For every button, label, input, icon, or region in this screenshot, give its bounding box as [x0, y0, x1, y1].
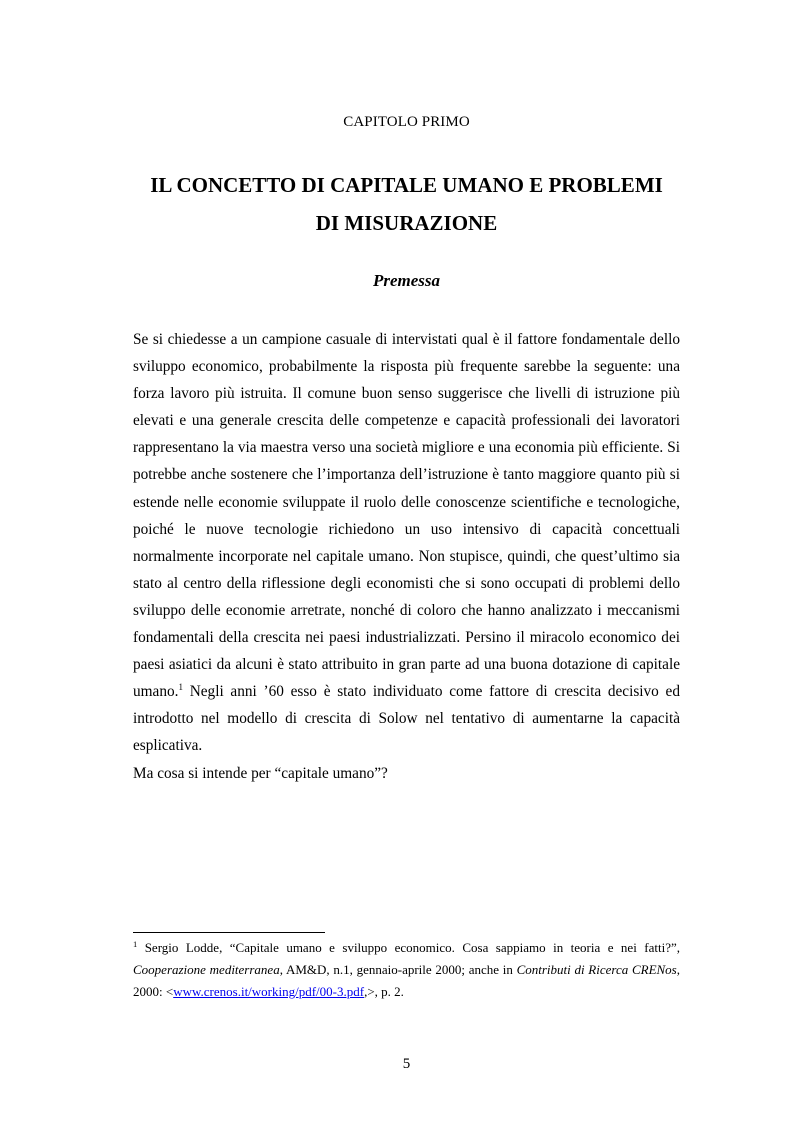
paragraph-1-text: Se si chiedesse a un campione casuale di intervistati qual è il fattore fondamentale dello sviluppo economico, probabilmente la risposta più frequente sarebbe la seguente: una forza lavoro più istruita. Il comune buon senso suggerisce che livelli di istruzione più elevati e una generale crescita delle competenze e capacità professionali dei lavoratori rappresentano la via maestra verso una società migliore e una economia più efficiente. Si potrebbe anche sostenere che l’importanza dell’istruzione è tanto maggiore quanto più si estende nelle economie sviluppate il ruolo delle conoscenze scientifiche e tecnologiche, poiché le nuove tecnologie richiedono un uso intensivo di capacità concettuali normalmente incorporate nel capitale umano. Non stupisce, quindi, che quest’ultimo sia stato al centro della riflessione degli economisti che si sono occupati di problemi dello sviluppo delle economie arretrate, nonché di coloro che hanno analizzato i meccanismi fondamentali della crescita nei paesi industrializzati. Persino il miracolo economico dei paesi asiatici da alcuni è stato attribuito in gran parte ad una buona dotazione di capitale umano.	[133, 331, 680, 701]
footnote-journal: Cooperazione mediterranea	[133, 962, 280, 977]
footnote-marker: 1	[133, 939, 138, 949]
chapter-label: CAPITOLO PRIMO	[343, 114, 470, 130]
footnote-separator	[133, 932, 325, 933]
paragraph-2: Ma cosa si intende per “capitale umano”?	[133, 764, 388, 782]
footnote-text-part-3: , 2000: <	[133, 962, 680, 999]
body-text	[133, 326, 680, 787]
footnote-reference-1[interactable]: 1	[178, 682, 183, 693]
section-title: Premessa	[372, 271, 441, 290]
footnote-text-part-1: Sergio Lodde, “Capitale umano e sviluppo economico. Cosa sappiamo in teoria e nei fatti?”,	[137, 940, 680, 955]
footnote-text-part-2: , AM&D, n.1, gennaio-aprile 2000; anche in	[279, 962, 517, 977]
footnote-text-part-4: ,>, p. 2.	[364, 984, 404, 999]
footnote-series: Contributi di Ricerca CRENos	[516, 962, 677, 977]
paragraph-1-continuation: Negli anni ’60 esso è stato individuato come fattore di crescita decisivo ed introdotto nel modello di crescita di Solow nel tentativo di aumentarne la capacità esplicativa.	[133, 683, 680, 755]
footnote-link[interactable]: www.crenos.it/working/pdf/00-3.pdf	[173, 984, 365, 999]
page-number: 5	[402, 1056, 411, 1072]
paragraph-1	[133, 326, 680, 760]
chapter-title-line-1: IL CONCETTO DI CAPITALE UMANO E PROBLEMI	[150, 173, 663, 197]
footnote-1	[133, 937, 680, 1003]
chapter-title-line-2: DI MISURAZIONE	[315, 211, 498, 235]
chapter-title	[0, 166, 793, 242]
